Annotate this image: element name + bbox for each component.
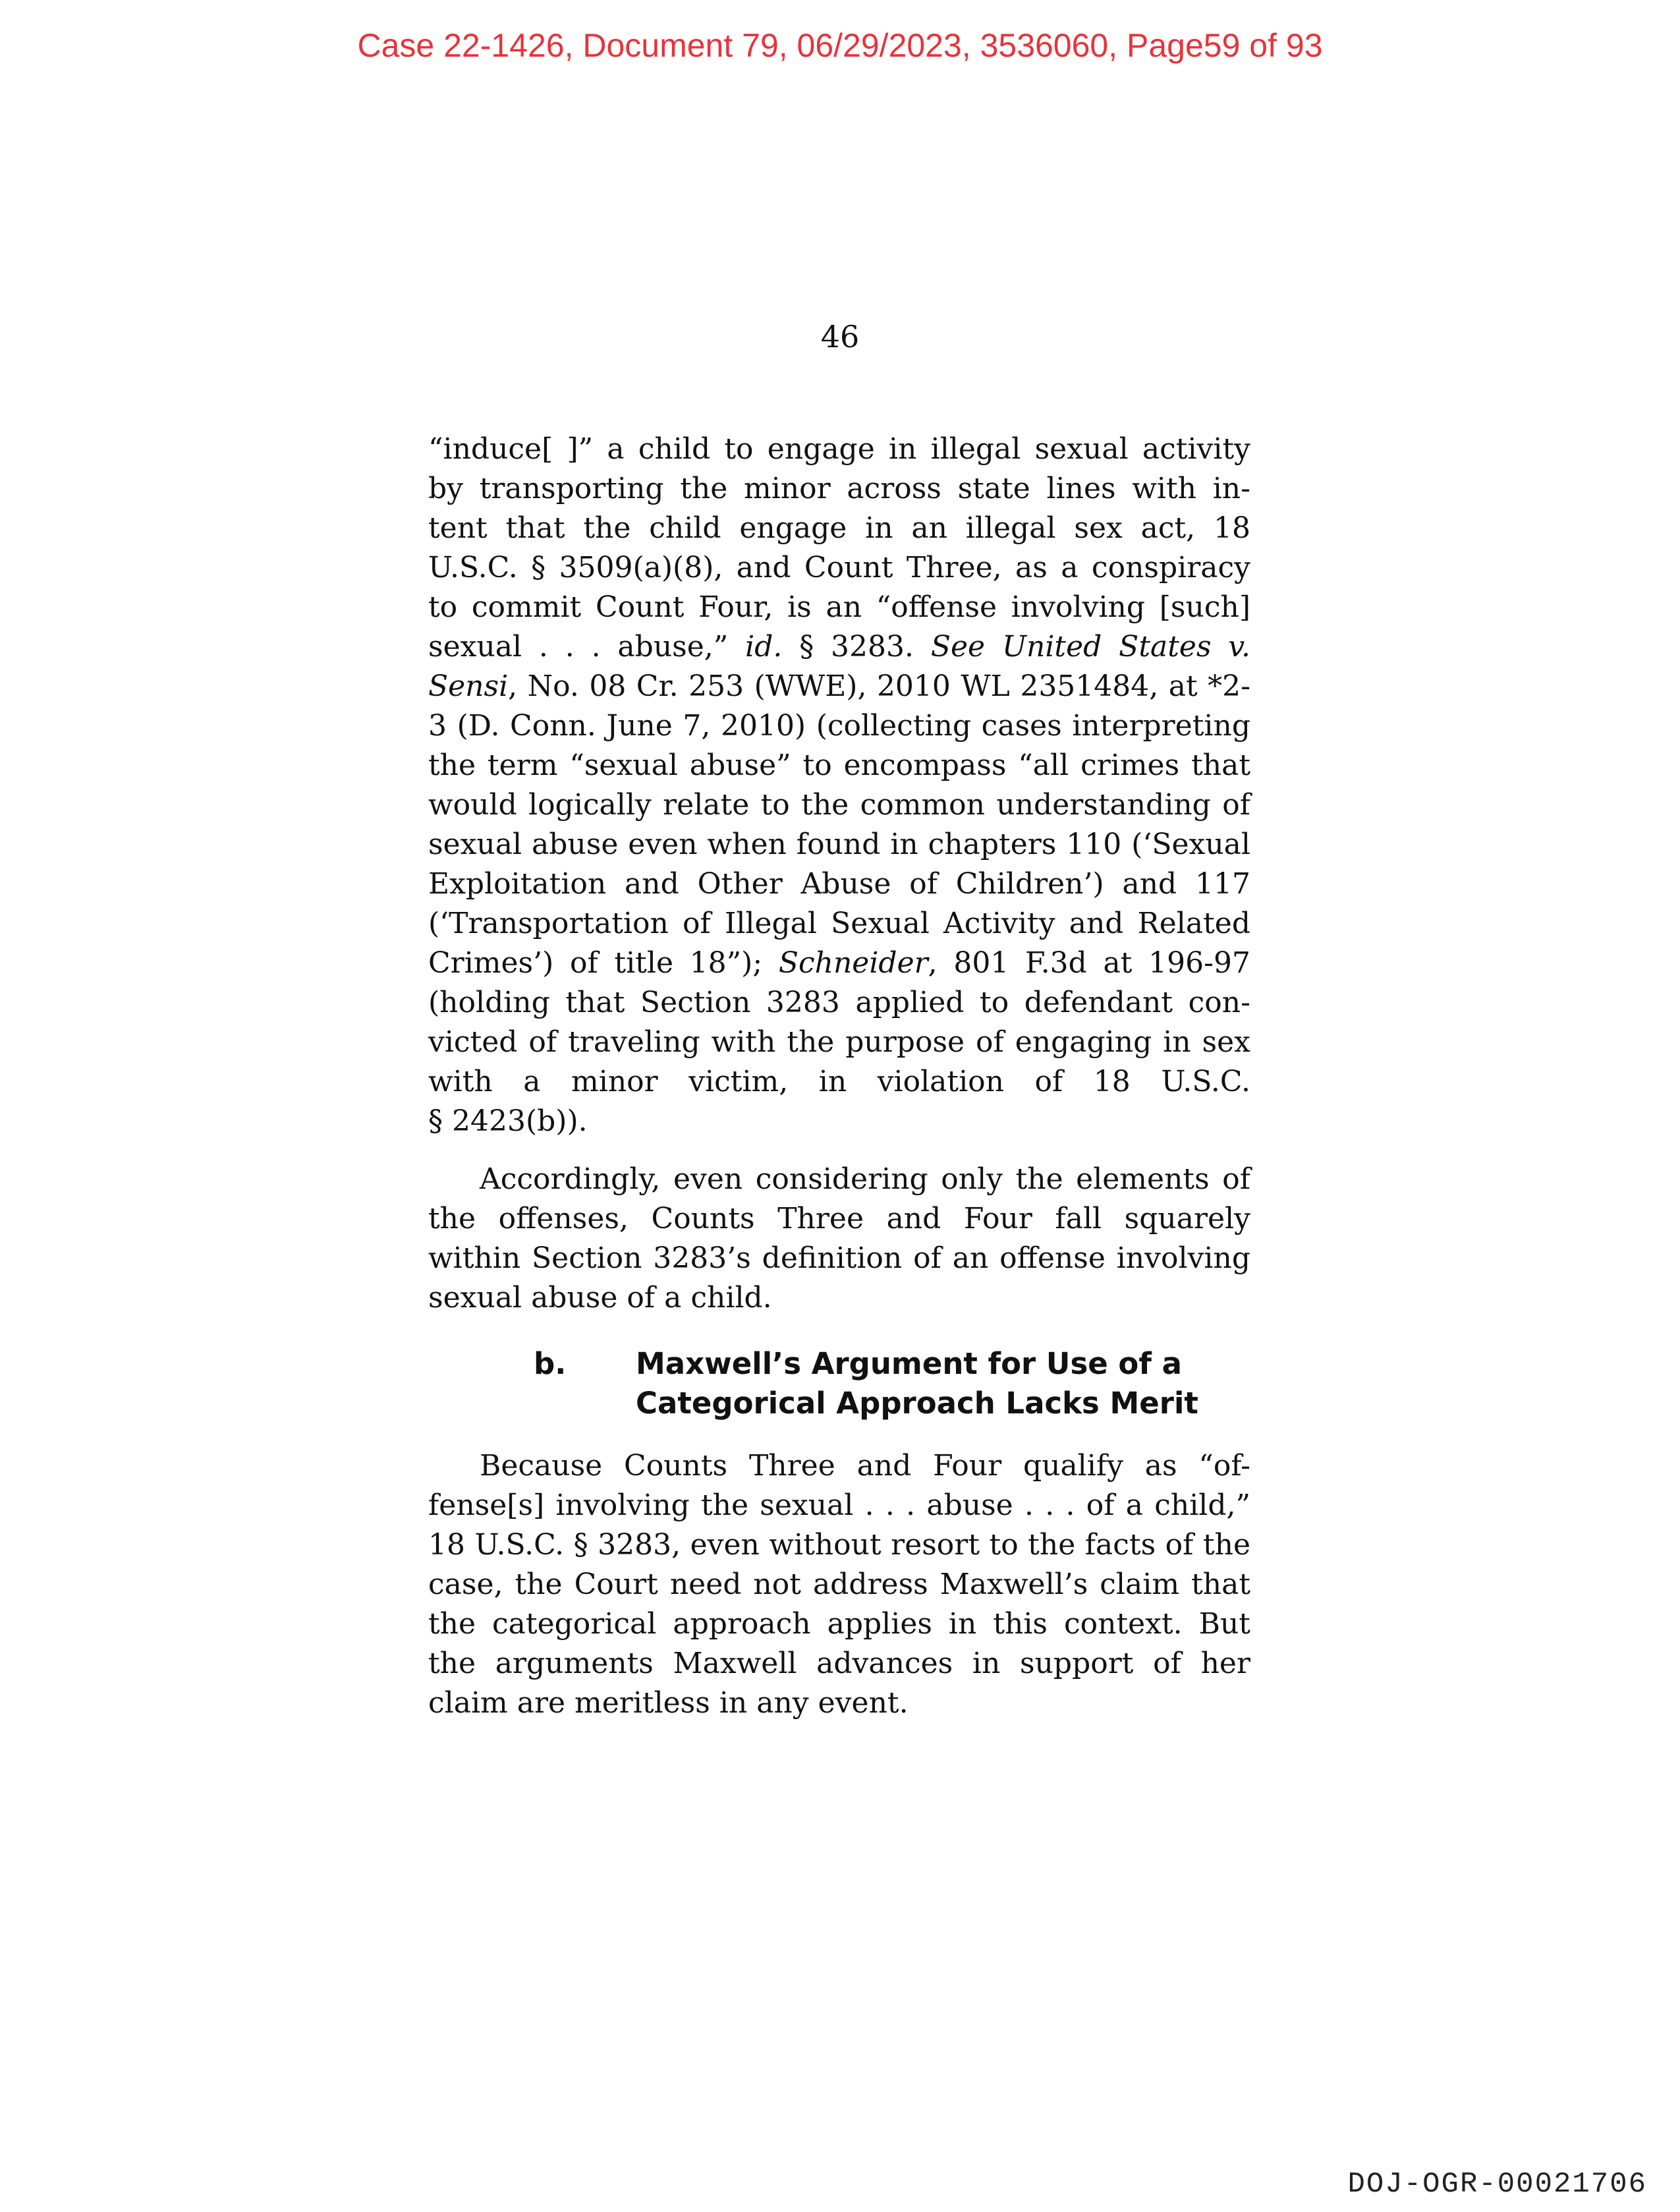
paragraph-categorical-approach	[428, 1446, 1250, 1723]
text-line: 18 U.S.C. § 3283, even without resort to the facts of the	[428, 1528, 1250, 1562]
section-heading-label: b.	[534, 1346, 567, 1381]
section-heading-line: Categorical Approach Lacks Merit	[636, 1386, 1198, 1421]
text-line: victed of traveling with the purpose of engaging in sex	[428, 1025, 1250, 1059]
case-name-sensi: Sensi	[428, 669, 509, 703]
text-segment: Crimes’) of title 18”);	[428, 946, 779, 980]
text-line: the categorical approach applies in this context. But	[428, 1607, 1250, 1641]
text-line: would logically relate to the common understanding of	[428, 788, 1250, 822]
text-line: case, the Court need not address Maxwell’s claim that	[428, 1568, 1250, 1601]
text-line: the arguments Maxwell advances in support of her	[428, 1647, 1250, 1680]
paragraph-statutory-analysis	[428, 430, 1250, 1141]
text-line: the term “sexual abuse” to encompass “all crimes that	[428, 749, 1250, 782]
page-number: 46	[820, 319, 860, 354]
text-segment: , No. 08 Cr. 253 (WWE), 2010 WL 2351484, at *2-	[508, 669, 1250, 703]
text-line: Accordingly, even considering only the elements of	[480, 1162, 1250, 1196]
text-segment: , 801 F.3d at 196-97	[928, 946, 1250, 980]
text-line: “induce[ ]” a child to engage in illegal sexual activity	[428, 432, 1250, 466]
text-line: sexual abuse of a child.	[428, 1281, 772, 1315]
case-header-stamp: Case 22-1426, Document 79, 06/29/2023, 3536060, Page59 of 93	[357, 27, 1323, 64]
case-name-schneider: Schneider	[778, 946, 928, 980]
paragraph-conclusion	[428, 1160, 1250, 1318]
text-line: tent that the child engage in an illegal sex act, 18	[428, 511, 1250, 545]
text-line: (holding that Section 3283 applied to defendant con-	[428, 986, 1250, 1019]
text-line: to commit Count Four, is an “offense involving [such]	[428, 590, 1250, 624]
text-line	[428, 944, 1250, 983]
section-heading-line: Maxwell’s Argument for Use of a	[636, 1346, 1182, 1381]
text-line: sexual abuse even when found in chapters 110 (‘Sexual	[428, 828, 1250, 861]
text-line: Exploitation and Other Abuse of Children’) and 117	[428, 867, 1250, 901]
text-line: § 2423(b)).	[428, 1104, 588, 1138]
text-line	[428, 627, 1250, 667]
text-line: with a minor victim, in violation of 18 U.S.C.	[428, 1065, 1250, 1098]
text-line: (‘Transportation of Illegal Sexual Activity and Related	[428, 907, 1250, 940]
text-line	[428, 667, 1250, 706]
bates-number: DOJ-OGR-00021706	[1347, 2168, 1647, 2201]
text-line: Because Counts Three and Four qualify as “of-	[480, 1449, 1250, 1483]
section-heading-title	[636, 1344, 1198, 1423]
text-line: 3 (D. Conn. June 7, 2010) (collecting cases interpreting	[428, 709, 1250, 743]
citation-id: id.	[745, 630, 783, 664]
text-line: within Section 3283’s definition of an offense involving	[428, 1241, 1250, 1275]
text-line: fense[s] involving the sexual . . . abuse . . . of a child,”	[428, 1489, 1250, 1522]
text-line: U.S.C. § 3509(a)(8), and Count Three, as a conspiracy	[428, 551, 1250, 584]
text-segment: § 3283.	[782, 630, 931, 664]
citation-see-united-states: See United States v.	[930, 630, 1251, 664]
text-line: by transporting the minor across state lines with in-	[428, 472, 1250, 505]
text-line: the offenses, Counts Three and Four fall squarely	[428, 1202, 1250, 1235]
text-segment: sexual . . . abuse,”	[428, 630, 746, 664]
text-line: claim are meritless in any event.	[428, 1686, 909, 1720]
